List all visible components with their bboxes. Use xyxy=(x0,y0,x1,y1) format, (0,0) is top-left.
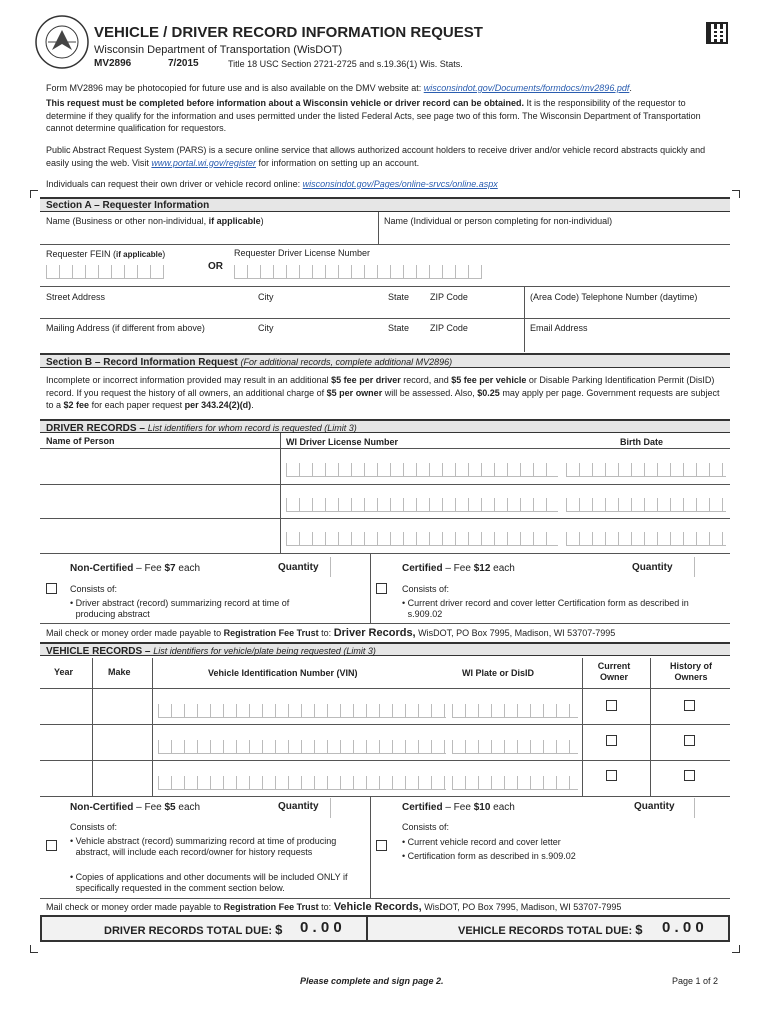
consists-label: Consists of: xyxy=(402,822,450,832)
divider xyxy=(370,553,371,623)
vehicle-year-field-3[interactable] xyxy=(40,761,92,795)
street-label: Street Address xyxy=(46,292,106,302)
vehicle-noncert-item-2: • Copies of applications and other documents will be included ONLY if specifically requested in the comment section below. xyxy=(70,872,348,893)
pars-register-link[interactable]: www.portal.wi.gov/register xyxy=(151,157,256,168)
driver-license-input[interactable] xyxy=(234,265,482,279)
history-owners-checkbox-2[interactable] xyxy=(684,735,695,746)
divider xyxy=(366,917,368,940)
vehicle-cert-quantity-label: Quantity xyxy=(634,801,675,812)
current-owner-checkbox-2[interactable] xyxy=(606,735,617,746)
divider xyxy=(40,286,730,287)
zip-field[interactable] xyxy=(428,304,522,318)
col-plate: WI Plate or DisID xyxy=(462,668,535,678)
driver-name-field-1[interactable] xyxy=(40,449,280,483)
intro-qualification: This request must be completed before information about a Wisconsin vehicle or driver record can be obtained. It is the responsibility of the requestor to determine if they qualify for the information and uses permitted under the listed Federal Acts, see page two of this form. The Wisconsin Department of Transportation cannot determine qualification for requestors. xyxy=(46,98,701,133)
divider xyxy=(650,658,651,796)
footer-note: Please complete and sign page 2. xyxy=(300,976,444,986)
online-services-link[interactable]: wisconsindot.gov/Pages/online-srvcs/online.aspx xyxy=(302,179,498,189)
driver-cert-quantity-label: Quantity xyxy=(632,562,673,573)
driver-cert-quantity-input[interactable] xyxy=(694,557,730,577)
current-owner-checkbox-3[interactable] xyxy=(606,770,617,781)
divider xyxy=(40,898,730,899)
city-field[interactable] xyxy=(256,304,384,318)
driver-total-label: DRIVER RECORDS TOTAL DUE: $ xyxy=(104,922,283,937)
vehicle-total-label: VEHICLE RECORDS TOTAL DUE: $ xyxy=(458,922,643,937)
driver-dl-input-2[interactable] xyxy=(286,498,558,512)
vehicle-year-field-1[interactable] xyxy=(40,689,92,723)
street-field[interactable] xyxy=(42,304,252,318)
driver-noncert-item: • Driver abstract (record) summarizing record at time of producing abstract xyxy=(70,598,290,619)
consists-label: Consists of: xyxy=(402,584,450,594)
state2-field[interactable] xyxy=(386,335,426,349)
col-wi-driver-license: WI Driver License Number xyxy=(286,437,399,447)
frame-corner xyxy=(30,945,38,953)
intro-photocopy: Form MV2896 may be photocopied for future use and is also available on the DMV website at: wisconsindot.gov/Documents/formdocs/mv2896.pdf. xyxy=(46,83,632,93)
driver-mail-instructions: Mail check or money order made payable to Registration Fee Trust to: Driver Records, WisDOT, PO Box 7995, Madison, WI 53707-7995 xyxy=(46,627,616,639)
zip-label: ZIP Code xyxy=(430,292,468,302)
vehicle-noncert-quantity-input[interactable] xyxy=(330,798,368,818)
driver-noncert-checkbox[interactable] xyxy=(46,583,57,594)
zip2-label: ZIP Code xyxy=(430,323,468,333)
current-owner-checkbox-1[interactable] xyxy=(606,700,617,711)
consists-label: Consists of: xyxy=(70,584,118,594)
vehicle-cert-checkbox[interactable] xyxy=(376,840,387,851)
vehicle-vin-input-1[interactable] xyxy=(158,704,446,718)
vehicle-noncert-quantity-label: Quantity xyxy=(278,801,319,812)
vehicle-noncert-label: Non-Certified – Fee $5 each xyxy=(70,802,201,813)
col-birth-date: Birth Date xyxy=(620,437,664,447)
driver-noncert-quantity-label: Quantity xyxy=(278,562,319,573)
driver-name-field-2[interactable] xyxy=(40,485,280,517)
wisdot-seal xyxy=(34,14,90,70)
col-name-of-person: Name of Person xyxy=(46,436,115,446)
vehicle-make-field-2[interactable] xyxy=(93,725,152,759)
phone-field[interactable] xyxy=(526,304,728,318)
driver-birth-input-2[interactable] xyxy=(566,498,726,512)
qr-code-icon xyxy=(706,22,728,44)
driver-dl-input-1[interactable] xyxy=(286,463,558,477)
name-individual-field[interactable] xyxy=(380,228,728,244)
divider xyxy=(378,212,379,244)
mailing-label: Mailing Address (if different from above) xyxy=(46,323,205,333)
driver-birth-input-1[interactable] xyxy=(566,463,726,477)
divider xyxy=(280,433,281,553)
vehicle-make-field-1[interactable] xyxy=(93,689,152,723)
intro-pars: Public Abstract Request System (PARS) is a secure online service that allows authorized account holders to receive driver and/or vehicle record abstracts quickly and easily using the web. Visit www.portal.wi.gov/register for information on setting up an account. xyxy=(46,145,706,168)
fein-label: Requester FEIN (if applicable) xyxy=(46,249,166,259)
driver-dl-input-3[interactable] xyxy=(286,532,558,546)
vehicle-noncert-item-1: • Vehicle abstract (record) summarizing record at time of producing abstract, will include each record/owner for history requests xyxy=(70,836,337,857)
form-title: VEHICLE / DRIVER RECORD INFORMATION REQUEST xyxy=(94,24,483,41)
driver-license-label: Requester Driver License Number xyxy=(234,248,371,258)
vehicle-cert-quantity-input[interactable] xyxy=(694,798,730,818)
section-a-header: Section A – Requester Information xyxy=(40,197,730,212)
driver-noncert-label: Non-Certified – Fee $7 each xyxy=(70,563,201,574)
zip2-field[interactable] xyxy=(428,335,522,349)
vehicle-plate-input-1[interactable] xyxy=(452,704,578,718)
divider xyxy=(152,658,153,796)
history-owners-checkbox-3[interactable] xyxy=(684,770,695,781)
or-label: OR xyxy=(208,261,223,272)
driver-name-field-3[interactable] xyxy=(40,519,280,551)
agency-name: Wisconsin Department of Transportation (WisDOT) xyxy=(94,44,343,56)
vehicle-cert-label: Certified – Fee $10 each xyxy=(402,802,515,813)
history-owners-checkbox-1[interactable] xyxy=(684,700,695,711)
vehicle-cert-item-2: • Certification form as described in s.909.02 xyxy=(402,851,576,861)
driver-records-header: DRIVER RECORDS – List identifiers for whom record is requested (Limit 3) xyxy=(40,419,730,433)
col-current-owner: Current Owner xyxy=(597,661,631,682)
vehicle-records-header: VEHICLE RECORDS – List identifiers for vehicle/plate being requested (Limit 3) xyxy=(40,642,730,656)
vehicle-year-field-2[interactable] xyxy=(40,725,92,759)
col-make: Make xyxy=(108,667,131,677)
frame-corner xyxy=(732,190,740,198)
state-field[interactable] xyxy=(386,304,426,318)
city-label: City xyxy=(258,292,274,302)
statute-reference: Title 18 USC Section 2721-2725 and s.19.36(1) Wis. Stats. xyxy=(228,59,463,69)
mailing-field[interactable] xyxy=(42,335,252,349)
frame-corner xyxy=(30,190,38,198)
vehicle-vin-input-2[interactable] xyxy=(158,740,446,754)
form-link[interactable]: wisconsindot.gov/Documents/formdocs/mv2896.pdf xyxy=(423,83,630,93)
col-history-owners: History of Owners xyxy=(669,661,712,682)
divider xyxy=(370,796,371,898)
page-number: Page 1 of 2 xyxy=(672,976,719,986)
fee-notice: Incomplete or incorrect information provided may result in an additional $5 fee per driver record, and $5 fee per vehicle or Disable Parking Identification Permit (DisID) record. If you request the history of all owners, an additional charge of $5 per owner will be assessed. Also, $0.25 may apply per page. Government requests are subject to a $2 fee for each paper request per 343.24(2)(d). xyxy=(46,375,720,410)
city2-field[interactable] xyxy=(256,335,384,349)
name-business-field[interactable] xyxy=(42,228,376,244)
name-business-label: Name (Business or other non-individual, if applicable) xyxy=(46,216,264,226)
frame-corner xyxy=(732,945,740,953)
name-individual-label: Name (Individual or person completing for non-individual) xyxy=(384,216,613,226)
vehicle-make-field-3[interactable] xyxy=(93,761,152,795)
driver-birth-input-3[interactable] xyxy=(566,532,726,546)
col-year: Year xyxy=(54,667,74,677)
form-date: 7/2015 xyxy=(168,58,199,69)
fein-input[interactable] xyxy=(46,265,164,279)
divider xyxy=(582,658,583,796)
section-b-header: Section B – Record Information Request (For additional records, complete additional MV2896) xyxy=(40,353,730,368)
col-vin: Vehicle Identification Number (VIN) xyxy=(208,668,358,678)
divider xyxy=(40,318,730,319)
vehicle-cert-item-1: • Current vehicle record and cover letter xyxy=(402,837,561,847)
divider xyxy=(40,553,730,554)
vehicle-total-value[interactable]: 0 . 0 0 xyxy=(662,919,704,936)
city2-label: City xyxy=(258,323,274,333)
divider xyxy=(524,286,525,352)
divider xyxy=(40,796,730,797)
vehicle-noncert-checkbox[interactable] xyxy=(46,840,57,851)
vehicle-vin-input-3[interactable] xyxy=(158,776,446,790)
driver-noncert-quantity-input[interactable] xyxy=(330,557,368,577)
vehicle-plate-input-2[interactable] xyxy=(452,740,578,754)
vehicle-mail-instructions: Mail check or money order made payable to Registration Fee Trust to: Vehicle Records, WisDOT, PO Box 7995, Madison, WI 53707-7995 xyxy=(46,901,622,913)
form-number: MV2896 xyxy=(94,58,132,69)
email-label: Email Address xyxy=(530,323,588,333)
consists-label: Consists of: xyxy=(70,822,118,832)
state2-label: State xyxy=(388,323,410,333)
state-label: State xyxy=(388,292,410,302)
vehicle-plate-input-3[interactable] xyxy=(452,776,578,790)
driver-cert-item: • Current driver record and cover letter Certification form as described in s.909.02 xyxy=(402,598,689,619)
driver-total-value[interactable]: 0 . 0 0 xyxy=(300,919,342,936)
driver-cert-checkbox[interactable] xyxy=(376,583,387,594)
driver-cert-label: Certified – Fee $12 each xyxy=(402,563,515,574)
intro-online: Individuals can request their own driver or vehicle record online: wisconsindot.gov/Pages/online-srvcs/online.aspx xyxy=(46,179,498,189)
phone-label: (Area Code) Telephone Number (daytime) xyxy=(530,292,698,302)
divider xyxy=(40,623,730,624)
email-field[interactable] xyxy=(526,335,728,349)
divider xyxy=(40,244,730,245)
